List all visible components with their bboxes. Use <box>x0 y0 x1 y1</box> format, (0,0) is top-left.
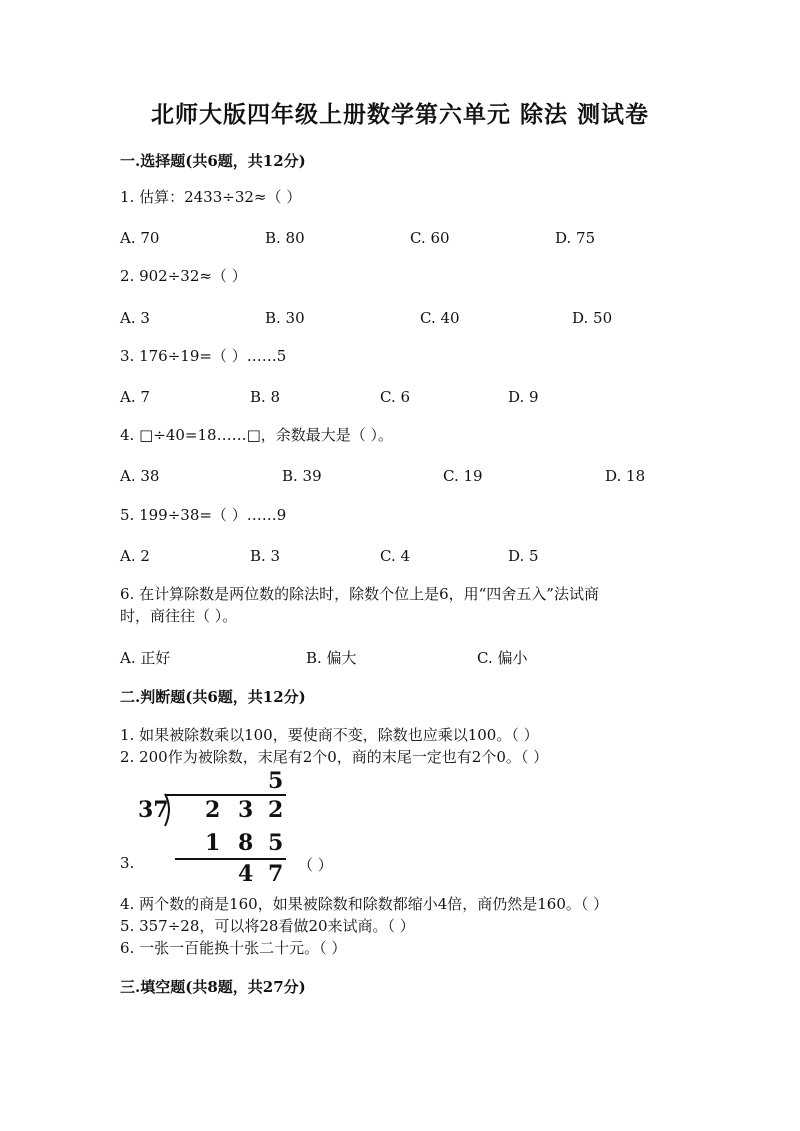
page-title: 北师大版四年级上册数学第六单元 除法 测试卷 <box>150 101 649 128</box>
judge-item-4: 4. 两个数的商是160，如果被除数和除数都缩小4倍，商仍然是160。（ ） <box>120 895 609 913</box>
section-heading-choice: 一.选择题(共6题，共12分) <box>120 152 306 170</box>
option-5d[interactable]: D. 5 <box>508 547 539 565</box>
remainder-digit-1: 4 <box>238 861 254 887</box>
product-digit-3: 5 <box>268 830 284 856</box>
option-6a[interactable]: A. 正好 <box>120 649 171 667</box>
judge-item-5: 5. 357÷28，可以将28看做20来试商。（ ） <box>120 917 415 935</box>
division-bracket-top <box>165 794 286 796</box>
judge-item-2: 2. 200作为被除数，末尾有2个0，商的末尾一定也有2个0。（ ） <box>120 748 549 766</box>
question-4: 4. □÷40=18……□，余数最大是（ ）。 <box>120 426 394 444</box>
question-3: 3. 176÷19=（ ）……5 <box>120 347 287 365</box>
section-heading-fill: 三.填空题(共8题，共27分) <box>120 978 306 996</box>
product-digit-1: 1 <box>205 830 221 856</box>
dividend-digit-2: 3 <box>238 797 254 823</box>
question-5: 5. 199÷38=（ ）……9 <box>120 506 287 524</box>
judge-item-1: 1. 如果被除数乘以100，要使商不变，除数也应乘以100。（ ） <box>120 726 539 744</box>
division-divisor: 37 <box>138 797 169 823</box>
option-5c[interactable]: C. 4 <box>380 547 411 565</box>
option-3b[interactable]: B. 8 <box>250 388 281 406</box>
dividend-digit-1: 2 <box>205 797 221 823</box>
section-heading-judge: 二.判断题(共6题，共12分) <box>120 688 306 706</box>
option-3d[interactable]: D. 9 <box>508 388 539 406</box>
option-4b[interactable]: B. 39 <box>282 467 322 485</box>
division-quotient: 5 <box>268 768 284 794</box>
judge-item-6: 6. 一张一百能换十张二十元。（ ） <box>120 939 347 957</box>
judge-item-3-blank: （ ） <box>298 856 333 874</box>
option-6b[interactable]: B. 偏大 <box>306 649 357 667</box>
question-2: 2. 902÷32≈（ ） <box>120 267 247 285</box>
product-digit-2: 8 <box>238 830 254 856</box>
option-2a[interactable]: A. 3 <box>120 309 150 327</box>
option-6c[interactable]: C. 偏小 <box>477 649 528 667</box>
option-2c[interactable]: C. 40 <box>420 309 460 327</box>
option-2b[interactable]: B. 30 <box>265 309 305 327</box>
question-6-line-2: 时，商往往（ ）。 <box>120 607 238 625</box>
option-1c[interactable]: C. 60 <box>410 229 450 247</box>
option-5a[interactable]: A. 2 <box>120 547 150 565</box>
option-3c[interactable]: C. 6 <box>380 388 411 406</box>
remainder-digit-2: 7 <box>268 861 284 887</box>
division-subtract-line <box>175 858 286 860</box>
option-1a[interactable]: A. 70 <box>120 229 160 247</box>
option-4a[interactable]: A. 38 <box>120 467 160 485</box>
option-4d[interactable]: D. 18 <box>605 467 646 485</box>
option-1b[interactable]: B. 80 <box>265 229 305 247</box>
option-3a[interactable]: A. 7 <box>120 388 150 406</box>
option-2d[interactable]: D. 50 <box>572 309 613 327</box>
judge-item-3-number: 3. <box>120 854 135 872</box>
option-4c[interactable]: C. 19 <box>443 467 483 485</box>
question-6-line-1: 6. 在计算除数是两位数的除法时，除数个位上是6，用“四舍五入”法试商 <box>120 585 599 603</box>
option-1d[interactable]: D. 75 <box>555 229 596 247</box>
dividend-digit-3: 2 <box>268 797 284 823</box>
question-1: 1. 估算：2433÷32≈（ ） <box>120 188 302 206</box>
option-5b[interactable]: B. 3 <box>250 547 281 565</box>
